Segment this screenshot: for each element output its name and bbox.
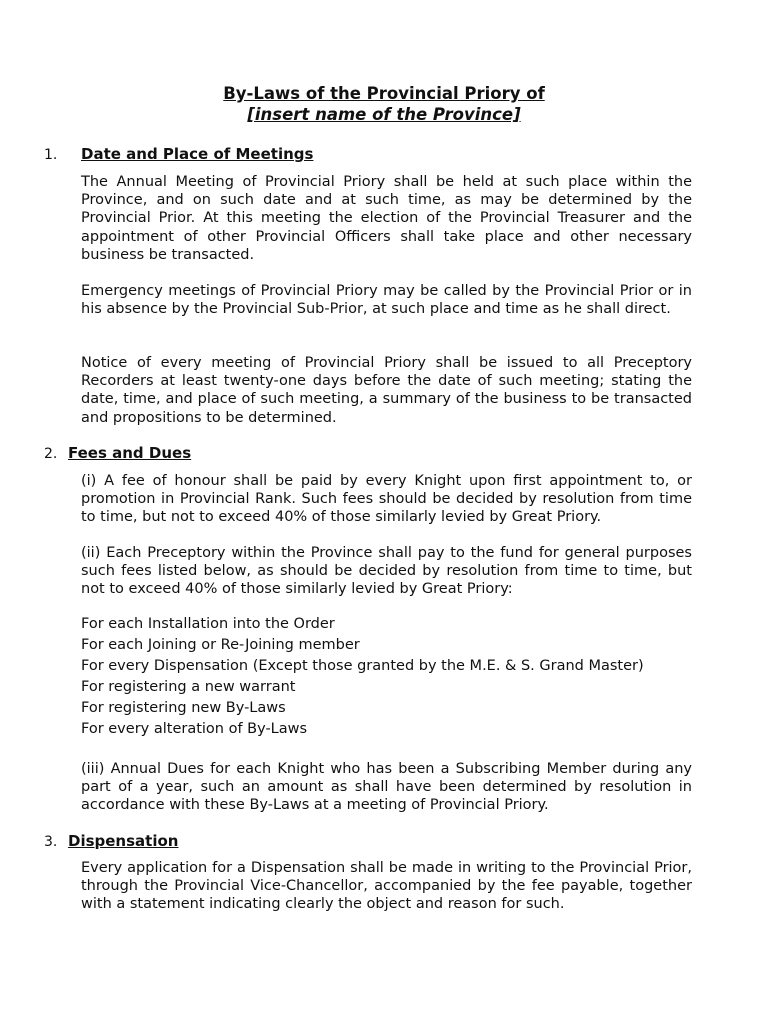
section-heading: Date and Place of Meetings: [81, 145, 314, 163]
section-paragraph: (ii) Each Preceptory within the Province shall pay to the fund for general purposes such fees listed below, as should be decided by resolution from time to time, but not to exceed 40% of those similarly levied by Great Priory:: [81, 545, 692, 598]
fee-item: For each Joining or Re-Joining member: [81, 637, 360, 653]
fee-item: For registering new By-Laws: [81, 700, 286, 716]
section-paragraph: (i) A fee of honour shall be paid by every Knight upon first appointment to, or promotion in Provincial Rank. Such fees should be decided by resolution from time to time, but not to exceed 40% of those similarly levied by Great Priory.: [81, 473, 692, 526]
section-heading: Dispensation: [68, 832, 179, 850]
fee-list: [81, 614, 644, 740]
section-number: 3.: [44, 834, 58, 850]
section-paragraph: (iii) Annual Dues for each Knight who has been a Subscribing Member during any part of a year, such an amount as shall have been determined by resolution in accordance with these By-Laws at a meeting of Provincial Priory.: [81, 761, 692, 814]
section-paragraph: Every application for a Dispensation shall be made in writing to the Provincial Prior, through the Provincial Vice-Chancellor, accompanied by the fee payable, together with a statement indicating clearly the object and reason for such.: [81, 860, 692, 913]
fee-item: For every alteration of By-Laws: [81, 721, 308, 737]
section-heading: Fees and Dues: [68, 444, 192, 462]
document-subtitle: [insert name of the Province]: [247, 105, 521, 124]
section-paragraph: Notice of every meeting of Provincial Priory shall be issued to all Preceptory Recorders at least twenty-one days before the date of such meeting; stating the date, time, and place of such meeting, a summary of the business to be transacted and propositions to be determined.: [81, 355, 692, 426]
section-paragraph: Emergency meetings of Provincial Priory may be called by the Provincial Prior or in his absence by the Provincial Sub-Prior, at such place and time as he shall direct.: [81, 283, 692, 318]
section-number: 1.: [44, 147, 58, 163]
fee-item: For registering a new warrant: [81, 679, 296, 695]
fee-item: For each Installation into the Order: [81, 616, 335, 632]
section-paragraph: The Annual Meeting of Provincial Priory shall be held at such place within the Province, and on such date and at such time, as may be determined by the Provincial Prior. At this meeting the election of the Provincial Treasurer and the appointment of other Provincial Officers shall take place and other necessary business be transacted.: [81, 174, 692, 263]
section-number: 2.: [44, 446, 58, 462]
fee-item: For every Dispensation (Except those granted by the M.E. & S. Grand Master): [81, 658, 644, 674]
document-title: By-Laws of the Provincial Priory of: [223, 84, 545, 103]
